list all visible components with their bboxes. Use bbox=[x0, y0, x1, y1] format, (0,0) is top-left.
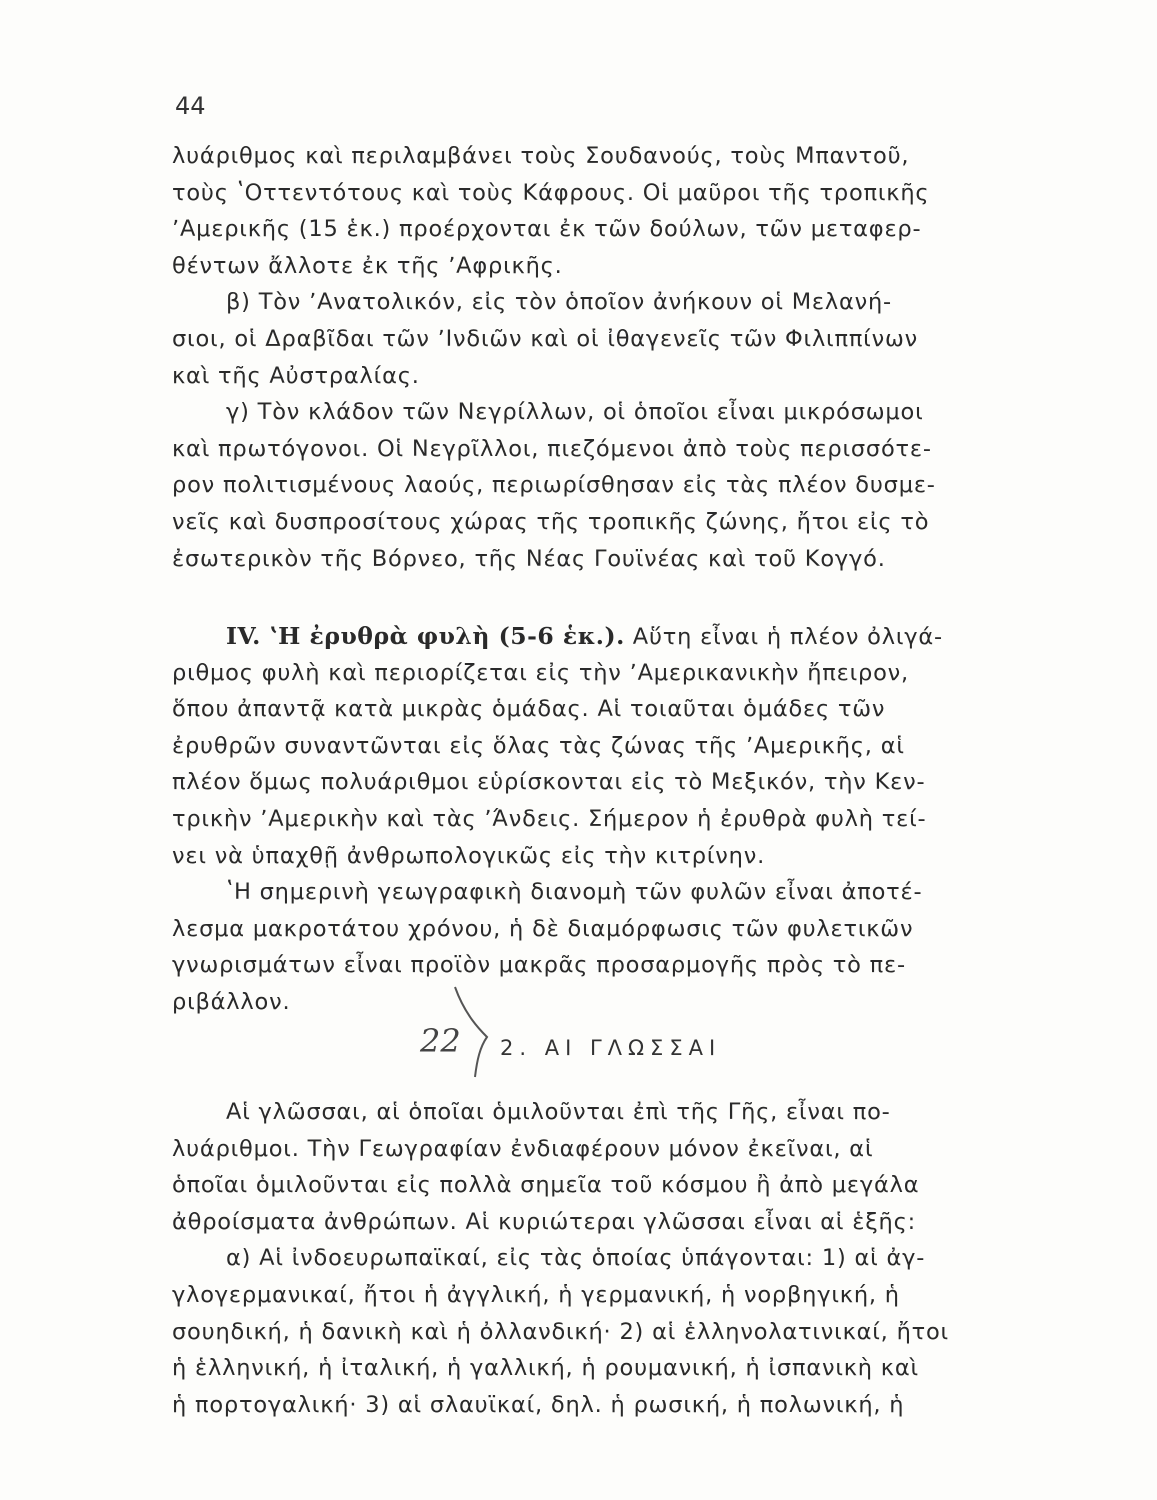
text-line: Αἱ γλῶσσαι, αἱ ὁποῖαι ὁμιλοῦνται ἐπὶ τῆς Γῆς, εἶναι πο- bbox=[226, 1099, 891, 1125]
page-number: 44 bbox=[175, 92, 206, 120]
section-2-heading: 2. ΑΙ ΓΛΩΣΣΑΙ bbox=[500, 1036, 722, 1060]
handwritten-number: 22 bbox=[420, 1022, 461, 1060]
text-line: ʼΑμερικῆς (15 ἑκ.) προέρχονται ἐκ τῶν δούλων, τῶν μεταφερ- bbox=[172, 216, 922, 243]
text-line: ὁποῖαι ὁμιλοῦνται εἰς πολλὰ σημεῖα τοῦ κόσμου ἢ ἀπὸ μεγάλα bbox=[172, 1172, 920, 1199]
text-line: ἡ πορτογαλική· 3) αἱ σλαυϊκαί, δηλ. ἡ ρωσική, ἡ πολωνική, ἡ bbox=[172, 1391, 905, 1418]
text-line: νει νὰ ὑπαχθῇ ἀνθρωπολογικῶς εἰς τὴν κιτρίνην. bbox=[172, 842, 766, 869]
text-line: καὶ πρωτόγονοι. Οἱ Νεγρῖλλοι, πιεζόμενοι ἀπὸ τοὺς περισσότε- bbox=[172, 435, 932, 462]
text-line: ἐσωτερικὸν τῆς Βόρνεο, τῆς Νέας Γουϊνέας καὶ τοῦ Κογγό. bbox=[172, 545, 886, 572]
text-line: γλογερμανικαί, ἤτοι ἡ ἀγγλική, ἡ γερμανική, ἡ νορβηγική, ἡ bbox=[172, 1281, 900, 1308]
text-line: ʽΗ σημερινὴ γεωγραφικὴ διανομὴ τῶν φυλῶν εἶναι ἀποτέ- bbox=[226, 879, 923, 906]
text-line: πλέον ὅμως πολυάριθμοι εὑρίσκονται εἰς τὸ Μεξικόν, τὴν Κεν- bbox=[172, 769, 926, 796]
text-line: ἀθροίσματα ἀνθρώπων. Αἱ κυριώτεραι γλῶσσαι εἶναι αἱ ἑξῆς: bbox=[172, 1208, 916, 1235]
text-line: γ) Τὸν κλάδον τῶν Νεγρίλλων, οἱ ὁποῖοι εἶναι μικρόσωμοι bbox=[226, 399, 924, 426]
text-line: γνωρισμάτων εἶναι προϊὸν μακρᾶς προσαρμογῆς πρὸς τὸ πε- bbox=[172, 952, 906, 979]
text-line: θέντων ἄλλοτε ἐκ τῆς ʼΑφρικῆς. bbox=[172, 252, 563, 279]
text-line: ριβάλλον. bbox=[172, 988, 291, 1015]
section-iv-first-line-text: Αὕτη εἶναι ἡ πλέον ὀλιγά- bbox=[624, 624, 943, 650]
section-iv-heading: IV. ʽΗ ἐρυθρὰ φυλὴ (5-6 ἑκ.). bbox=[226, 622, 625, 650]
text-line: ρον πολιτισμένους λαούς, περιωρίσθησαν εἰς τὰς πλέον δυσμε- bbox=[172, 472, 936, 499]
text-line: α) Αἱ ἰνδοευρωπαϊκαί, εἰς τὰς ὁποίας ὑπάγονται: 1) αἱ ἀγ- bbox=[226, 1245, 926, 1272]
text-line: λεσμα μακροτάτου χρόνου, ἡ δὲ διαμόρφωσις τῶν φυλετικῶν bbox=[172, 915, 914, 942]
bottom-paragraph-block bbox=[172, 1094, 949, 1423]
text-line: λυάριθμοι. Τὴν Γεωγραφίαν ἐνδιαφέρουν μόνον ἐκεῖναι, αἱ bbox=[172, 1135, 874, 1162]
text-line: ὅπου ἀπαντᾷ κατὰ μικρὰς ὁμάδας. Αἱ τοιαῦται ὁμάδες τῶν bbox=[172, 696, 886, 723]
text-line: νεῖς καὶ δυσπροσίτους χώρας τῆς τροπικῆς ζώνης, ἤτοι εἰς τὸ bbox=[172, 508, 930, 535]
text-line: σουηδική, ἡ δανικὴ καὶ ἡ ὀλλανδική· 2) αἱ ἑλληνολατινικαί, ἤτοι bbox=[172, 1318, 949, 1345]
text-line: ριθμος φυλὴ καὶ περιορίζεται εἰς τὴν ʼΑμερικανικὴν ἤπειρον, bbox=[172, 659, 909, 686]
text-line: τρικὴν ʼΑμερικὴν καὶ τὰς ʼΆνδεις. Σήμερον ἡ ἐρυθρὰ φυλὴ τεί- bbox=[172, 805, 927, 832]
section-iv-first-line bbox=[172, 618, 943, 655]
text-line: ἐρυθρῶν συναντῶνται εἰς ὅλας τὰς ζώνας τῆς ʼΑμερικῆς, αἱ bbox=[172, 732, 905, 759]
text-line: λυάριθμος καὶ περιλαμβάνει τοὺς Σουδανούς, τοὺς Μπαντοῦ, bbox=[172, 143, 910, 169]
text-line: σιοι, οἱ Δραβῖδαι τῶν ʼΙνδιῶν καὶ οἱ ἰθαγενεῖς τῶν Φιλιππίνων bbox=[172, 325, 918, 352]
text-line: ἡ ἑλληνική, ἡ ἰταλική, ἡ γαλλική, ἡ ρουμανική, ἡ ἰσπανικὴ καὶ bbox=[172, 1355, 919, 1382]
text-line: τοὺς ʽΟττεντότους καὶ τοὺς Κάφρους. Οἱ μαῦροι τῆς τροπικῆς bbox=[172, 179, 930, 206]
section-iv-block bbox=[172, 618, 943, 1021]
top-paragraph-block bbox=[172, 138, 936, 577]
text-line: β) Τὸν ʼΑνατολικόν, εἰς τὸν ὁποῖον ἀνήκουν οἱ Μελανή- bbox=[226, 289, 892, 316]
text-line: καὶ τῆς Αὐστραλίας. bbox=[172, 362, 420, 389]
